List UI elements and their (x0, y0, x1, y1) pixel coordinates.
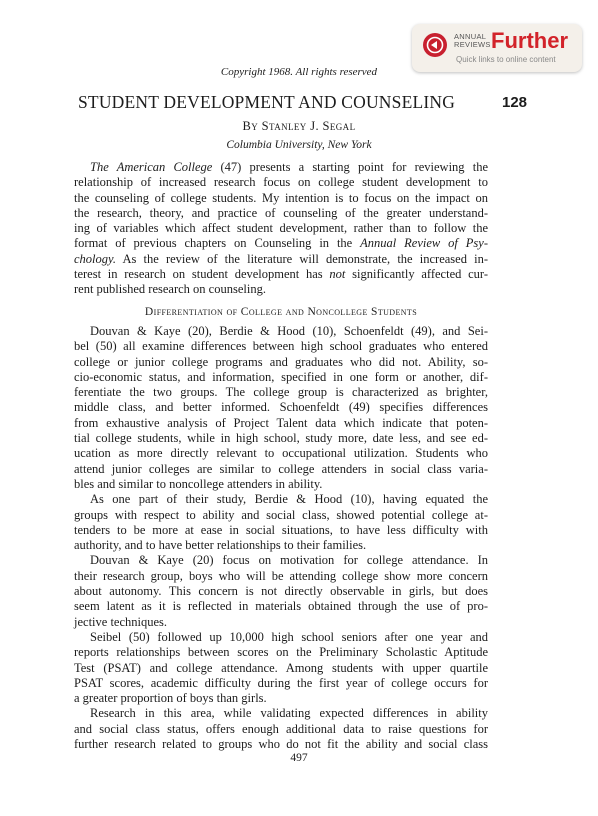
text-line: bles and similar to noncollege attenders in ability. (74, 476, 323, 491)
text-span: terest in research on student development has (74, 267, 330, 282)
text-line: ucation as more directly relevant to occupational utilization. Students who (74, 446, 488, 461)
text-line: seem latent as it is reflected in materials obtained through the use of pro- (74, 599, 488, 614)
text-line: relationship of increased research focus on college student development to (74, 175, 488, 190)
text-line: groups with respect to ability and social class, showed potential college at- (74, 507, 488, 522)
italic-title: Annual Review of Psy- (360, 236, 488, 251)
author-affiliation: Columbia University, New York (226, 139, 372, 151)
italic-title: The American College (90, 160, 213, 174)
text-line: reports relationships between scores on the Preliminary Scholastic Aptitude (74, 645, 488, 660)
text-line: jective techniques. (74, 614, 168, 629)
text-line: from exhaustive analysis of Project Talent data which indicate that poten- (74, 415, 488, 430)
text-line: ferentiate the two groups. The college group is characterized as brighter, (74, 385, 488, 400)
page-number: 497 (290, 752, 308, 764)
text-line: the counseling of college students. My intention is to focus on the impact on (74, 190, 488, 205)
article-body (74, 160, 488, 752)
text-span: significantly affected cur- (345, 267, 488, 282)
text-line: about autonomy. This concern is not directly observable in girls, but does (74, 584, 488, 599)
play-arrow-icon (423, 33, 447, 57)
text-span: format of previous chapters on Counseling in the (74, 236, 361, 251)
text-line: bel (50) all examine differences between high school graduates who entered (74, 339, 488, 354)
text-span: As the review of the literature will demonstrate, the increased in- (116, 251, 488, 266)
text-line: Seibel (50) followed up 10,000 high school seniors after one year and (90, 629, 488, 644)
text-line: rent published research on counseling. (74, 282, 266, 297)
text-line: and social class status, offers enough additional data to raise questions for (74, 721, 488, 736)
chapter-number: 128 (502, 94, 528, 111)
badge-brand-line1: ANNUAL (454, 32, 487, 41)
italic-title: chology. (74, 251, 117, 266)
text-line: As one part of their study, Berdie & Hood (10), having equated the (90, 492, 488, 507)
text-line: a greater proportion of boys than girls. (74, 691, 267, 706)
article-title: STUDENT DEVELOPMENT AND COUNSELING (78, 92, 456, 112)
text-line: PSAT scores, academic difficulty during the first year of college occurs for (74, 675, 488, 690)
text-line: further research related to groups who do not fit the ability and social class (74, 736, 488, 751)
text-line (74, 236, 488, 251)
text-span: (47) presents a starting point for reviewing the (212, 160, 488, 174)
text-line: Douvan & Kaye (20), Berdie & Hood (10), Schoenfeldt (49), and Sei- (90, 323, 488, 338)
author-byline: By Stanley J. Segal (242, 119, 356, 133)
further-badge[interactable] (412, 24, 582, 72)
text-line (74, 252, 488, 267)
italic-emphasis: not (329, 267, 346, 282)
text-line: attend junior colleges are similar to college attenders in social class varia- (74, 461, 488, 476)
badge-brand-line2: REVIEWS (454, 40, 491, 49)
text-line: middle class, and better informed. Schoenfeldt (49) specifies differences (74, 400, 488, 415)
text-line: ing of variables which affect student development, rather than to follow the (74, 221, 488, 236)
text-line: the research, theory, and practice of counseling of the greater understand- (74, 205, 488, 220)
text-line: authority, and to have better relationships to their families. (74, 538, 367, 553)
text-line: tenders to be more at ease in social situations, to have less difficulty with (74, 522, 488, 537)
copyright-notice: Copyright 1968. All rights reserved (220, 66, 378, 78)
badge-brand (454, 33, 494, 49)
text-line (74, 267, 488, 282)
text-line: college or junior college programs and graduates who did not. Ability, so- (74, 354, 488, 369)
badge-title: Further (491, 28, 568, 53)
text-line: cio-economic status, and information, specified in one form or another, dif- (74, 369, 488, 384)
section-heading: Differentiation of College and Noncollege Students (144, 305, 418, 318)
text-line: Douvan & Kaye (20) focus on motivation for college attendance. In (90, 553, 488, 568)
text-line: Research in this area, while validating expected differences in ability (90, 706, 488, 721)
text-line (74, 160, 488, 175)
text-line: Test (PSAT) and college attendance. Among students with upper quartile (74, 660, 488, 675)
text-line: tial college students, while in high school, study more, date less, and see ed- (74, 431, 488, 446)
text-line: their research group, boys who will be attending college show more concern (74, 568, 488, 583)
badge-subtitle[interactable]: Quick links to online content (456, 55, 556, 64)
